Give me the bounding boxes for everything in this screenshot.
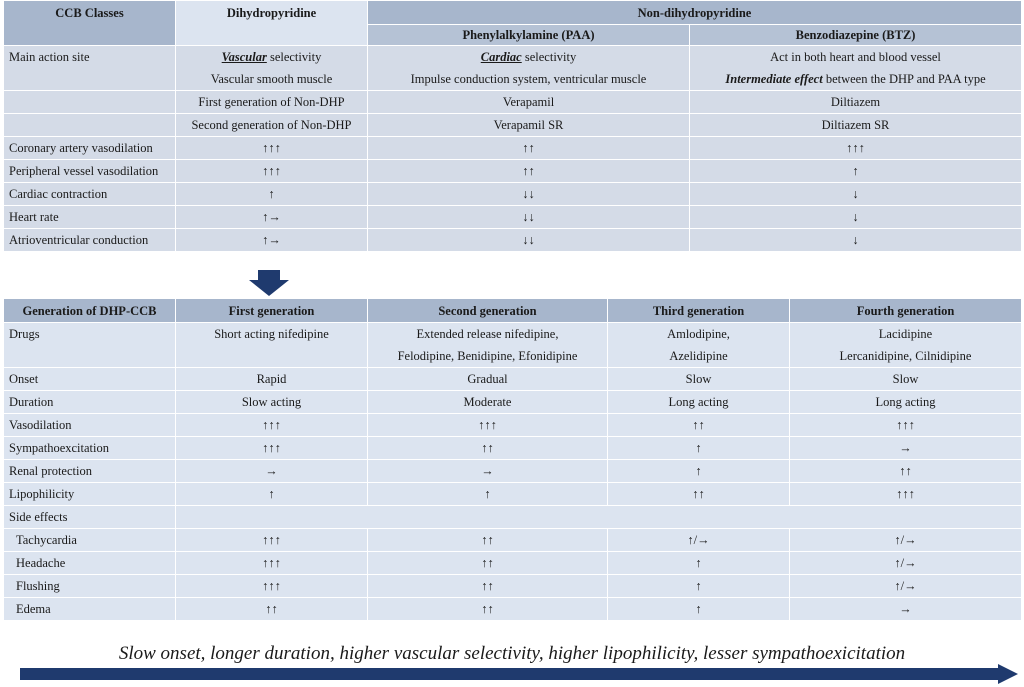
first-gen-drugs: Short acting nifedipine [176,323,368,368]
second-gen-cell: ↑↑ [368,552,608,575]
row-label: Coronary artery vasodilation [4,137,176,160]
table-row [4,368,1022,391]
row-label: Headache [4,552,176,575]
third-gen-cell: ↑ [608,598,790,621]
row-label: Peripheral vessel vasodilation [4,160,176,183]
dhp-cell: ↑→ [176,229,368,252]
down-arrow-icon [249,270,289,296]
dhp-main-action-2: Vascular smooth muscle [176,68,368,91]
row-label: Cardiac contraction [4,183,176,206]
table-row [4,483,1022,506]
trend-caption: Slow onset, longer duration, higher vascular selectivity, higher lipophilicity, lesser sympathoexicitation [118,643,906,664]
row-label-side-effects: Side effects [4,506,176,529]
header-first-generation: First generation [176,299,368,323]
btz-intermediate-text: between the DHP and PAA type [822,72,986,86]
first-gen-cell: Rapid [176,368,368,391]
row-label: Heart rate [4,206,176,229]
btz-intermediate-strong: Intermediate effect [725,72,823,86]
row-label: Flushing [4,575,176,598]
dhp-main-action-1 [176,46,368,69]
fourth-gen-cell: → [790,437,1022,460]
table-row [4,460,1022,483]
row-label: Edema [4,598,176,621]
third-gen-cell: Long acting [608,391,790,414]
second-gen-cell: ↑↑ [368,575,608,598]
side-effects-blank [176,506,1022,529]
row-label [4,91,176,114]
paa-cell: Verapamil SR [368,114,690,137]
row-label: Renal protection [4,460,176,483]
table-row [4,114,1022,137]
first-gen-cell: ↑↑↑ [176,552,368,575]
first-gen-cell: ↑ [176,483,368,506]
paa-cardiac-strong: Cardiac [480,50,522,64]
header-phenylalkylamine: Phenylalkylamine (PAA) [368,25,690,46]
btz-cell: ↓ [690,183,1022,206]
table-row [4,598,1022,621]
table-row [4,437,1022,460]
second-gen-cell: ↑↑↑ [368,414,608,437]
btz-cell: ↑↑↑ [690,137,1022,160]
header-benzodiazepine: Benzodiazepine (BTZ) [690,25,1022,46]
second-gen-cell: ↑ [368,483,608,506]
dhp-selectivity-text: selectivity [266,50,322,64]
fourth-gen-cell: ↑↑↑ [790,414,1022,437]
paa-cell: ↑↑ [368,160,690,183]
fourth-gen-cell: → [790,598,1022,621]
table-row [4,229,1022,252]
btz-cell: Diltiazem SR [690,114,1022,137]
trend-footer [0,641,1024,687]
paa-cell: ↓↓ [368,206,690,229]
paa-cell: Verapamil [368,91,690,114]
paa-cell: ↑↑ [368,137,690,160]
second-gen-cell: ↑↑ [368,529,608,552]
first-gen-cell: → [176,460,368,483]
fourth-gen-cell: Slow [790,368,1022,391]
btz-main-action-2 [690,68,1022,91]
second-gen-cell: ↑↑ [368,598,608,621]
first-gen-cell: ↑↑↑ [176,437,368,460]
paa-selectivity-text: selectivity [521,50,577,64]
second-gen-cell: → [368,460,608,483]
row-label: Vasodilation [4,414,176,437]
header-generation: Generation of DHP-CCB [4,299,176,323]
dhp-cell: ↑→ [176,206,368,229]
fourth-gen-cell: Long acting [790,391,1022,414]
dhp-cell: ↑ [176,183,368,206]
header-non-dihydropyridine: Non-dihydropyridine [368,1,1022,25]
dhp-cell: First generation of Non-DHP [176,91,368,114]
paa-cell: ↓↓ [368,229,690,252]
third-gen-cell: ↑/→ [608,529,790,552]
second-gen-cell: ↑↑ [368,437,608,460]
third-gen-drugs-2: Azelidipine [608,345,790,368]
table-row [4,575,1022,598]
row-label: Lipophilicity [4,483,176,506]
table-row [4,529,1022,552]
first-gen-cell: ↑↑ [176,598,368,621]
third-gen-cell: ↑↑ [608,483,790,506]
fourth-gen-cell: ↑↑ [790,460,1022,483]
fourth-gen-cell: ↑/→ [790,575,1022,598]
row-label: Tachycardia [4,529,176,552]
btz-main-action-1: Act in both heart and blood vessel [690,46,1022,69]
table-row [4,91,1022,114]
row-label: Atrioventricular conduction [4,229,176,252]
third-gen-cell: ↑ [608,437,790,460]
second-gen-drugs-1: Extended release nifedipine, [368,323,608,346]
dhp-vascular-strong: Vascular [221,50,267,64]
header-second-generation: Second generation [368,299,608,323]
ccb-classes-table [3,0,1022,252]
btz-cell: Diltiazem [690,91,1022,114]
btz-cell: ↓ [690,206,1022,229]
dhp-generation-table [3,298,1022,621]
right-arrow-icon [20,664,1018,684]
second-gen-cell: Moderate [368,391,608,414]
header-fourth-generation: Fourth generation [790,299,1022,323]
row-label [4,114,176,137]
btz-cell: ↓ [690,229,1022,252]
third-gen-cell: ↑ [608,460,790,483]
table-row [4,414,1022,437]
third-gen-drugs-1: Amlodipine, [608,323,790,346]
second-gen-cell: Gradual [368,368,608,391]
table-row [4,506,1022,529]
row-label: Sympathoexcitation [4,437,176,460]
paa-cell: ↓↓ [368,183,690,206]
third-gen-cell: ↑ [608,552,790,575]
row-label: Onset [4,368,176,391]
dhp-cell: ↑↑↑ [176,137,368,160]
second-gen-drugs-2: Felodipine, Benidipine, Efonidipine [368,345,608,368]
fourth-gen-cell: ↑/→ [790,552,1022,575]
table-row [4,391,1022,414]
paa-main-action-1 [368,46,690,69]
paa-main-action-2: Impulse conduction system, ventricular muscle [368,68,690,91]
third-gen-cell: ↑ [608,575,790,598]
table-row [4,183,1022,206]
first-gen-cell: ↑↑↑ [176,414,368,437]
header-ccb-classes: CCB Classes [4,1,176,46]
btz-cell: ↑ [690,160,1022,183]
row-label: Duration [4,391,176,414]
fourth-gen-cell: ↑↑↑ [790,483,1022,506]
fourth-gen-drugs-2: Lercanidipine, Cilnidipine [790,345,1022,368]
header-dihydropyridine: Dihydropyridine [176,1,368,46]
header-third-generation: Third generation [608,299,790,323]
dhp-cell: Second generation of Non-DHP [176,114,368,137]
table-row [4,160,1022,183]
fourth-gen-cell: ↑/→ [790,529,1022,552]
table-row [4,552,1022,575]
table-row [4,137,1022,160]
third-gen-cell: Slow [608,368,790,391]
row-label-drugs: Drugs [4,323,176,368]
first-gen-cell: ↑↑↑ [176,575,368,598]
third-gen-cell: ↑↑ [608,414,790,437]
fourth-gen-drugs-1: Lacidipine [790,323,1022,346]
table-row [4,206,1022,229]
dhp-cell: ↑↑↑ [176,160,368,183]
row-label-main-action-site: Main action site [4,46,176,91]
first-gen-cell: Slow acting [176,391,368,414]
first-gen-cell: ↑↑↑ [176,529,368,552]
